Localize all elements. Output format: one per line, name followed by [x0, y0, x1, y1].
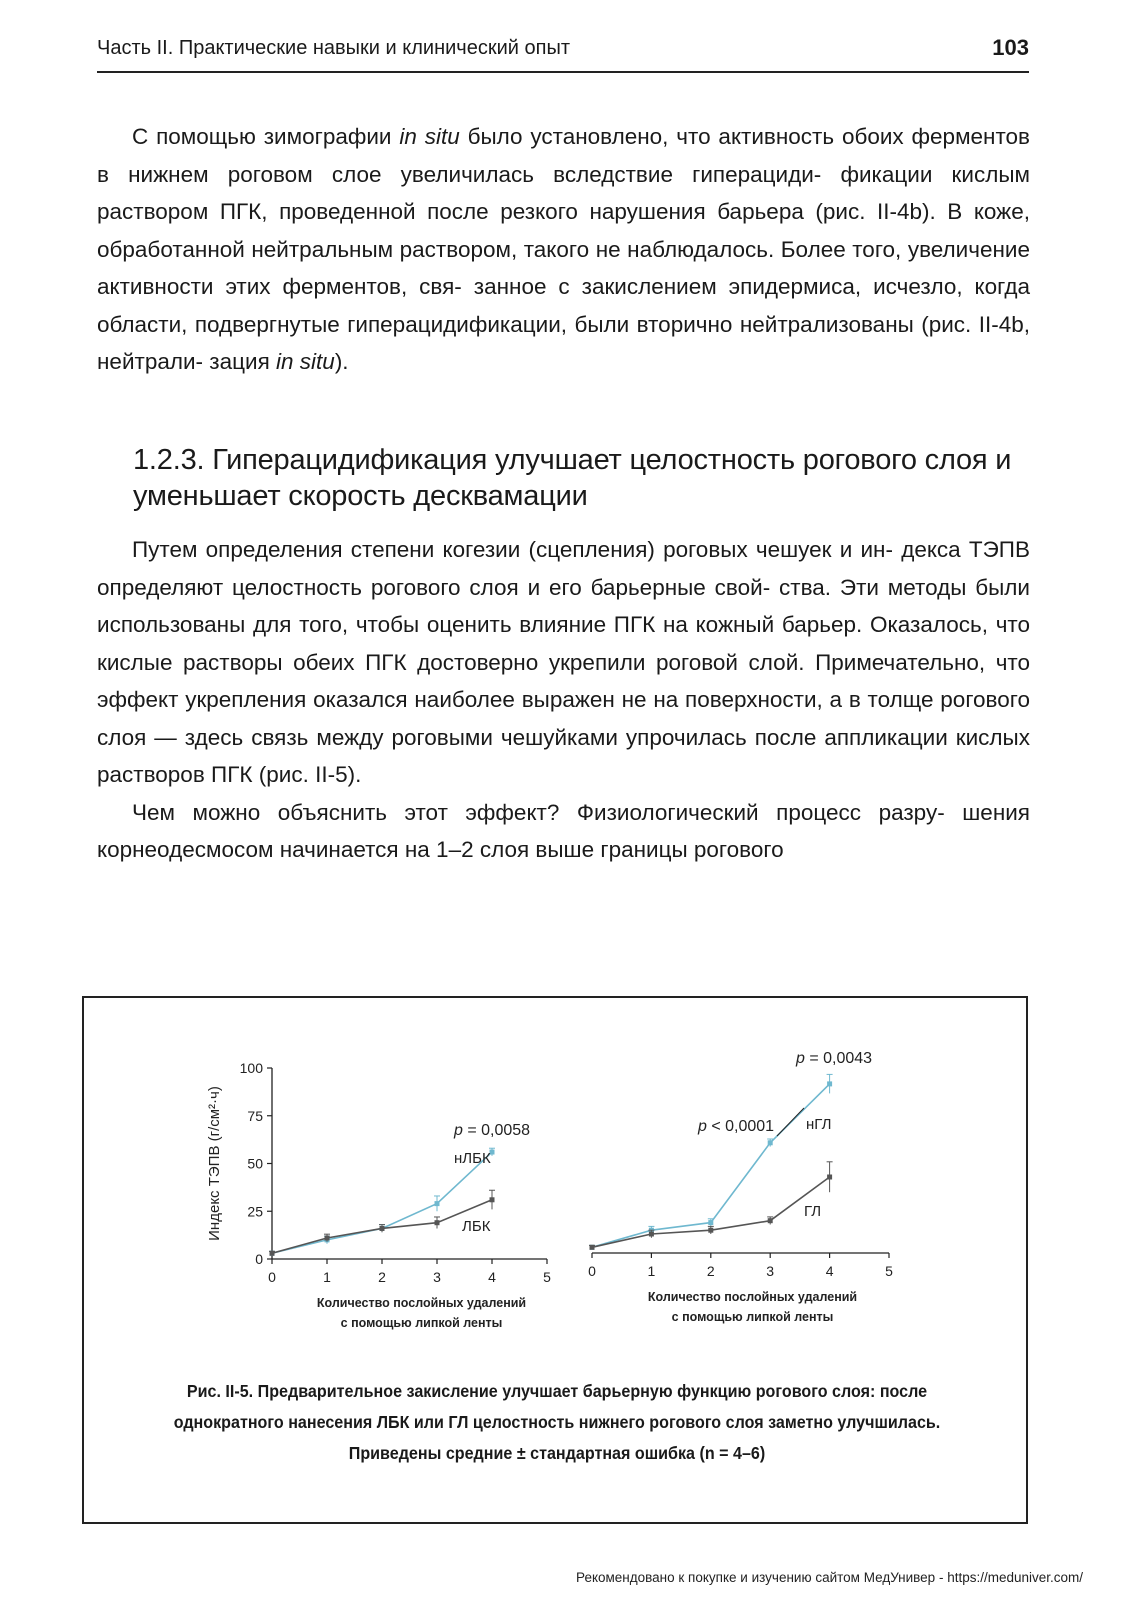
data-point — [325, 1235, 330, 1240]
figure-caption — [149, 1376, 964, 1469]
section-heading — [133, 442, 1013, 514]
running-title: Часть II. Практические навыки и клинический опыт — [97, 37, 570, 59]
section-title: Гиперацидификация улучшает целостность рогового слоя и уменьшает скорость десквамации — [133, 444, 1012, 512]
data-point — [590, 1245, 595, 1250]
data-point — [708, 1228, 713, 1233]
p-value-annotation: p = 0,0043 — [796, 1050, 873, 1067]
y-tick-label: 25 — [247, 1203, 263, 1220]
series-label-ГЛ: ГЛ — [804, 1203, 822, 1220]
figure-ii-5 — [82, 996, 1028, 1524]
x-tick-label: 4 — [488, 1269, 496, 1285]
x-tick-label: 5 — [543, 1269, 551, 1285]
paragraph-1 — [97, 118, 1030, 381]
data-point — [708, 1220, 713, 1225]
series-label-ЛБК: ЛБК — [462, 1218, 491, 1235]
running-header — [97, 33, 1029, 73]
x-tick-label: 0 — [268, 1269, 276, 1285]
y-tick-label: 0 — [255, 1251, 263, 1267]
x-tick-label: 2 — [706, 1263, 715, 1279]
x-tick-label: 5 — [885, 1263, 893, 1279]
x-tick-label: 4 — [825, 1263, 834, 1279]
y-axis-label: Индекс ТЭПВ (г/см²·ч) — [206, 1086, 223, 1241]
x-axis-label-line2: с помощью липкой ленты — [671, 1310, 834, 1324]
y-tick-label: 100 — [239, 1060, 263, 1076]
data-point — [490, 1197, 495, 1202]
data-point — [827, 1175, 832, 1180]
data-point — [380, 1226, 385, 1231]
x-tick-label: 3 — [433, 1269, 441, 1285]
p-value-annotation: p < 0,0001 — [698, 1118, 775, 1135]
data-point — [435, 1201, 440, 1206]
paragraph-3-text: Чем можно объяснить этот эффект? Физиологический процесс разру- шения корнеодесмосом начинается на 1–2 слоя выше границы рогового — [97, 799, 1030, 862]
page-number: 103 — [992, 35, 1029, 60]
series-label-нГЛ: нГЛ — [806, 1116, 832, 1133]
data-point — [768, 1140, 773, 1145]
y-tick-label: 50 — [247, 1155, 263, 1172]
x-axis-label-line1: Количество послойных удалений — [316, 1296, 527, 1310]
data-point — [827, 1081, 832, 1086]
series-line-нЛБК — [272, 1152, 492, 1253]
caption-text: Предварительное закисление улучшает барьерную функцию рогового слоя: после однократного нанесения ЛБК или ГЛ целостность нижнего рогового слоя заметно улучшилась. Приведены средние ± стандартная ошибка (n = 4–6) — [173, 1381, 941, 1463]
section-number: 1.2.3. — [133, 444, 205, 476]
x-axis-label-line1: Количество послойных удалений — [647, 1290, 858, 1304]
caption-label: Рис. II-5. — [186, 1381, 254, 1401]
y-tick-label: 75 — [247, 1107, 263, 1124]
x-tick-label: 0 — [588, 1263, 596, 1279]
x-tick-label: 3 — [766, 1263, 775, 1279]
data-point — [649, 1232, 654, 1237]
data-point — [435, 1220, 440, 1225]
paragraph-2 — [97, 531, 1030, 869]
p-value-annotation: p = 0,0058 — [454, 1122, 531, 1139]
x-tick-label: 1 — [647, 1263, 656, 1279]
x-tick-label: 1 — [323, 1269, 331, 1285]
annotation-pointer — [777, 1108, 804, 1136]
paragraph-2-text: Путем определения степени когезии (сцепления) роговых чешуек и ин- декса ТЭПВ определяют целостность рогового слоя и его барьерные свой- ства. Эти методы были использованы для того, чтобы оценить влияние ПГК на кожный барьер. Оказалось, что кислые растворы обеих ПГК достоверно укрепили роговой слой. Примечательно, что эффект укрепления оказался наиболее выражен не на поверхности, а в толще рогового слоя — здесь связь между роговыми чешуйками упрочилась после аппликации кислых растворов ПГК (рис. II-5). — [97, 537, 1031, 787]
x-tick-label: 2 — [378, 1269, 386, 1285]
data-point — [768, 1218, 773, 1223]
paragraph-1-text: С помощью зимографии in situ было установлено, что активность обоих ферментов в нижнем роговом слое увеличилась вследствие гиперациди- фикации кислым раствором ПГК, проведенной после резкого нарушения барьера (рис. II-4b). В коже, обработанной нейтральным раствором, такого не наблюдалось. Более того, увеличение активности этих ферментов, свя- занное с закислением эпидермиса, исчезло, когда области, подвергнутые гиперацидификации, были вторично нейтрализованы (рис. II-4b, нейтрали- зация in situ). — [97, 124, 1030, 374]
series-label-нЛБК: нЛБК — [454, 1150, 491, 1167]
x-axis-label-line2: с помощью липкой ленты — [340, 1316, 503, 1330]
figure-charts — [84, 998, 1026, 1368]
data-point — [270, 1251, 275, 1256]
footer-note: Рекомендовано к покупке и изучению сайтом МедУнивер - https://meduniver.com/ — [576, 1570, 1083, 1585]
